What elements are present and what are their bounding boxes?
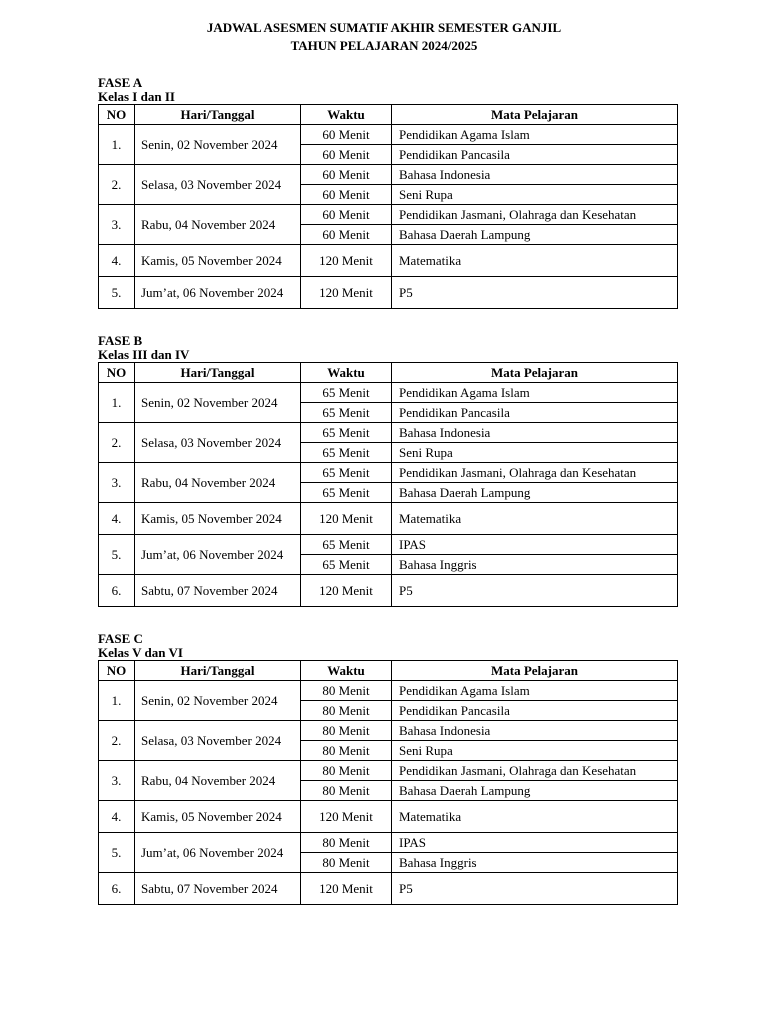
subject-cell: Pendidikan Pancasila xyxy=(392,701,678,721)
header-subject: Mata Pelajaran xyxy=(392,661,678,681)
fase-b-table xyxy=(98,362,678,607)
duration-cell: 80 Menit xyxy=(301,741,392,761)
subject-cell: P5 xyxy=(392,575,678,607)
duration-cell: 120 Menit xyxy=(301,801,392,833)
day-date-cell: Rabu, 04 November 2024 xyxy=(135,205,301,245)
document-title: JADWAL ASESMEN SUMATIF AKHIR SEMESTER GANJIL xyxy=(206,20,562,35)
table-row xyxy=(99,761,678,781)
day-date-cell: Kamis, 05 November 2024 xyxy=(135,801,301,833)
subject-cell: Pendidikan Jasmani, Olahraga dan Kesehatan xyxy=(392,463,678,483)
header-day: Hari/Tanggal xyxy=(135,661,301,681)
fase-a-kelas: Kelas I dan II xyxy=(98,89,175,104)
subject-cell: Pendidikan Pancasila xyxy=(392,145,678,165)
header-subject: Mata Pelajaran xyxy=(392,105,678,125)
duration-cell: 65 Menit xyxy=(301,463,392,483)
row-number: 1. xyxy=(99,681,135,721)
row-number: 4. xyxy=(99,503,135,535)
row-number: 3. xyxy=(99,761,135,801)
day-date-cell: Sabtu, 07 November 2024 xyxy=(135,575,301,607)
subject-cell: Pendidikan Agama Islam xyxy=(392,125,678,145)
table-row xyxy=(99,681,678,701)
day-date-cell: Senin, 02 November 2024 xyxy=(135,125,301,165)
duration-cell: 80 Menit xyxy=(301,853,392,873)
subject-cell: Seni Rupa xyxy=(392,443,678,463)
header-day: Hari/Tanggal xyxy=(135,363,301,383)
row-number: 4. xyxy=(99,801,135,833)
subject-cell: Pendidikan Agama Islam xyxy=(392,383,678,403)
subject-cell: Matematika xyxy=(392,503,678,535)
fase-b-section xyxy=(98,334,678,607)
subject-cell: Pendidikan Jasmani, Olahraga dan Kesehatan xyxy=(392,205,678,225)
duration-cell: 60 Menit xyxy=(301,205,392,225)
duration-cell: 60 Menit xyxy=(301,125,392,145)
duration-cell: 80 Menit xyxy=(301,781,392,801)
row-number: 6. xyxy=(99,575,135,607)
fase-c-kelas: Kelas V dan VI xyxy=(98,645,183,660)
duration-cell: 60 Menit xyxy=(301,225,392,245)
row-number: 5. xyxy=(99,535,135,575)
duration-cell: 65 Menit xyxy=(301,535,392,555)
row-number: 2. xyxy=(99,165,135,205)
duration-cell: 120 Menit xyxy=(301,503,392,535)
table-row xyxy=(99,205,678,225)
header-no: NO xyxy=(99,363,135,383)
subject-cell: IPAS xyxy=(392,833,678,853)
row-number: 2. xyxy=(99,721,135,761)
day-date-cell: Jum’at, 06 November 2024 xyxy=(135,535,301,575)
fase-b-heading: FASE B xyxy=(98,333,143,348)
table-row xyxy=(99,277,678,309)
duration-cell: 65 Menit xyxy=(301,383,392,403)
table-row xyxy=(99,833,678,853)
duration-cell: 60 Menit xyxy=(301,165,392,185)
duration-cell: 80 Menit xyxy=(301,701,392,721)
header-day: Hari/Tanggal xyxy=(135,105,301,125)
duration-cell: 80 Menit xyxy=(301,761,392,781)
header-time: Waktu xyxy=(301,661,392,681)
row-number: 3. xyxy=(99,463,135,503)
subject-cell: Bahasa Daerah Lampung xyxy=(392,225,678,245)
fase-a-heading: FASE A xyxy=(98,75,143,90)
table-row xyxy=(99,463,678,483)
fase-a-table xyxy=(98,104,678,309)
subject-cell: Bahasa Inggris xyxy=(392,853,678,873)
table-row xyxy=(99,423,678,443)
duration-cell: 65 Menit xyxy=(301,555,392,575)
row-number: 1. xyxy=(99,383,135,423)
subject-cell: Bahasa Daerah Lampung xyxy=(392,483,678,503)
subject-cell: Matematika xyxy=(392,245,678,277)
row-number: 3. xyxy=(99,205,135,245)
table-row xyxy=(99,503,678,535)
day-date-cell: Jum’at, 06 November 2024 xyxy=(135,277,301,309)
header-no: NO xyxy=(99,661,135,681)
document-subtitle: TAHUN PELAJARAN 2024/2025 xyxy=(290,38,478,53)
table-row xyxy=(99,383,678,403)
table-row xyxy=(99,165,678,185)
subject-cell: Matematika xyxy=(392,801,678,833)
subject-cell: Bahasa Inggris xyxy=(392,555,678,575)
day-date-cell: Senin, 02 November 2024 xyxy=(135,681,301,721)
day-date-cell: Selasa, 03 November 2024 xyxy=(135,423,301,463)
row-number: 5. xyxy=(99,833,135,873)
row-number: 1. xyxy=(99,125,135,165)
subject-cell: IPAS xyxy=(392,535,678,555)
subject-cell: Bahasa Indonesia xyxy=(392,721,678,741)
subject-cell: Pendidikan Pancasila xyxy=(392,403,678,423)
fase-c-heading: FASE C xyxy=(98,631,143,646)
subject-cell: Bahasa Daerah Lampung xyxy=(392,781,678,801)
header-time: Waktu xyxy=(301,105,392,125)
subject-cell: Seni Rupa xyxy=(392,741,678,761)
subject-cell: Pendidikan Agama Islam xyxy=(392,681,678,701)
row-number: 6. xyxy=(99,873,135,905)
subject-cell: P5 xyxy=(392,277,678,309)
row-number: 4. xyxy=(99,245,135,277)
fase-a-section xyxy=(98,76,678,309)
duration-cell: 60 Menit xyxy=(301,185,392,205)
header-no: NO xyxy=(99,105,135,125)
day-date-cell: Sabtu, 07 November 2024 xyxy=(135,873,301,905)
duration-cell: 65 Menit xyxy=(301,443,392,463)
duration-cell: 120 Menit xyxy=(301,575,392,607)
day-date-cell: Kamis, 05 November 2024 xyxy=(135,503,301,535)
table-row xyxy=(99,245,678,277)
table-row xyxy=(99,721,678,741)
subject-cell: Seni Rupa xyxy=(392,185,678,205)
duration-cell: 80 Menit xyxy=(301,721,392,741)
duration-cell: 60 Menit xyxy=(301,145,392,165)
subject-cell: Bahasa Indonesia xyxy=(392,423,678,443)
duration-cell: 120 Menit xyxy=(301,245,392,277)
row-number: 2. xyxy=(99,423,135,463)
day-date-cell: Senin, 02 November 2024 xyxy=(135,383,301,423)
duration-cell: 80 Menit xyxy=(301,681,392,701)
header-subject: Mata Pelajaran xyxy=(392,363,678,383)
duration-cell: 80 Menit xyxy=(301,833,392,853)
table-row xyxy=(99,535,678,555)
duration-cell: 65 Menit xyxy=(301,483,392,503)
fase-c-table xyxy=(98,660,678,905)
table-row xyxy=(99,125,678,145)
duration-cell: 65 Menit xyxy=(301,423,392,443)
duration-cell: 65 Menit xyxy=(301,403,392,423)
subject-cell: P5 xyxy=(392,873,678,905)
day-date-cell: Selasa, 03 November 2024 xyxy=(135,721,301,761)
day-date-cell: Rabu, 04 November 2024 xyxy=(135,463,301,503)
header-time: Waktu xyxy=(301,363,392,383)
duration-cell: 120 Menit xyxy=(301,277,392,309)
table-row xyxy=(99,873,678,905)
fase-b-kelas: Kelas III dan IV xyxy=(98,347,190,362)
day-date-cell: Kamis, 05 November 2024 xyxy=(135,245,301,277)
subject-cell: Bahasa Indonesia xyxy=(392,165,678,185)
row-number: 5. xyxy=(99,277,135,309)
fase-c-section xyxy=(98,632,678,905)
table-row xyxy=(99,801,678,833)
day-date-cell: Selasa, 03 November 2024 xyxy=(135,165,301,205)
duration-cell: 120 Menit xyxy=(301,873,392,905)
day-date-cell: Rabu, 04 November 2024 xyxy=(135,761,301,801)
table-row xyxy=(99,575,678,607)
day-date-cell: Jum’at, 06 November 2024 xyxy=(135,833,301,873)
subject-cell: Pendidikan Jasmani, Olahraga dan Kesehatan xyxy=(392,761,678,781)
